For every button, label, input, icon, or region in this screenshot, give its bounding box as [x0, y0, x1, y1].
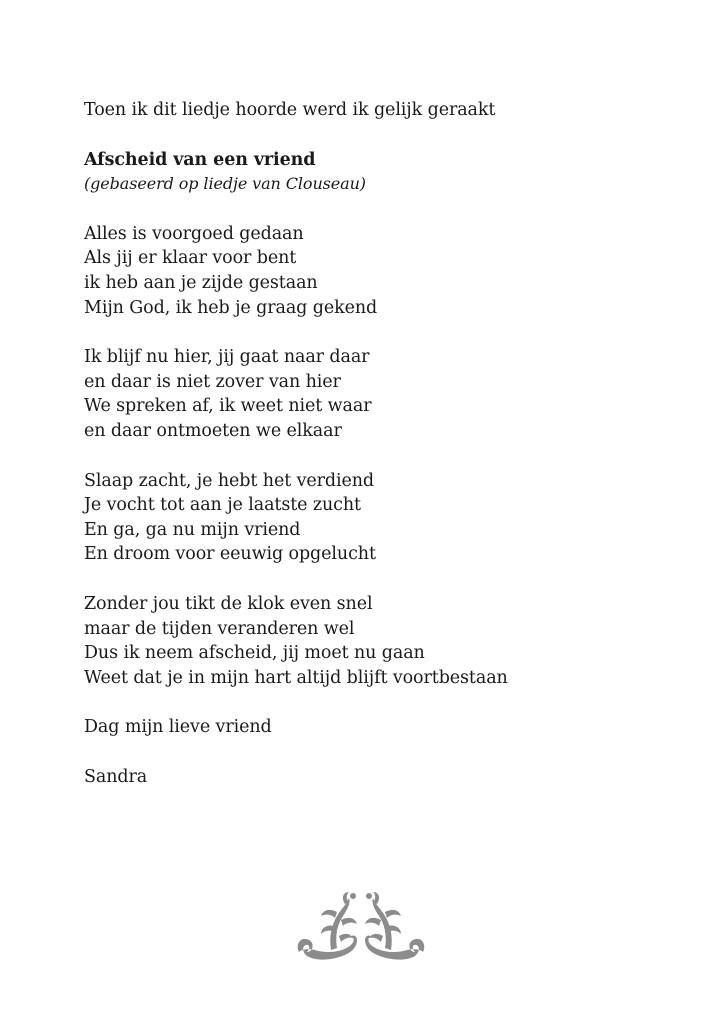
stanza-2: [84, 345, 684, 443]
closing-line: Dag mijn lieve vriend: [84, 717, 272, 738]
verse-line: Mijn God, ik heb je graag gekend: [84, 297, 378, 318]
verse-line: Weet dat je in mijn hart altijd blijft voortbestaan: [84, 667, 508, 688]
verse-line: We spreken af, ik weet niet waar: [84, 396, 372, 417]
stanza-3: [84, 469, 684, 567]
poem-title: Afscheid van een vriend: [84, 149, 316, 170]
verse-line: En droom voor eeuwig opgelucht: [84, 544, 376, 565]
verse-line: en daar is niet zover van hier: [84, 371, 341, 392]
poem-page: [84, 98, 684, 789]
verse-line: Slaap zacht, je hebt het verdiend: [84, 470, 375, 491]
verse-line: maar de tijden veranderen wel: [84, 618, 355, 639]
verse-line: en daar ontmoeten we elkaar: [84, 420, 342, 441]
intro-text: Toen ik dit liedje hoorde werd ik gelijk geraakt: [84, 100, 496, 120]
verse-line: En ga, ga nu mijn vriend: [84, 519, 301, 540]
verse-line: Zonder jou tikt de klok even snel: [84, 593, 373, 614]
poem-subtitle: (gebaseerd op liedje van Clouseau): [84, 174, 366, 194]
verse-line: Ik blijf nu hier, jij gaat naar daar: [84, 347, 370, 368]
stanza-1: [84, 222, 684, 320]
signature: Sandra: [84, 766, 148, 787]
verse-line: Als jij er klaar voor bent: [84, 248, 297, 269]
verse-line: Je vocht tot aan je laatste zucht: [84, 495, 361, 516]
verse-line: Dus ik neem afscheid, jij moet nu gaan: [84, 643, 425, 664]
verse-line: Alles is voorgoed gedaan: [84, 223, 304, 244]
scroll-ornament-icon: [291, 890, 431, 970]
verse-line: ik heb aan je zijde gestaan: [84, 272, 318, 293]
stanza-4: [84, 592, 684, 690]
